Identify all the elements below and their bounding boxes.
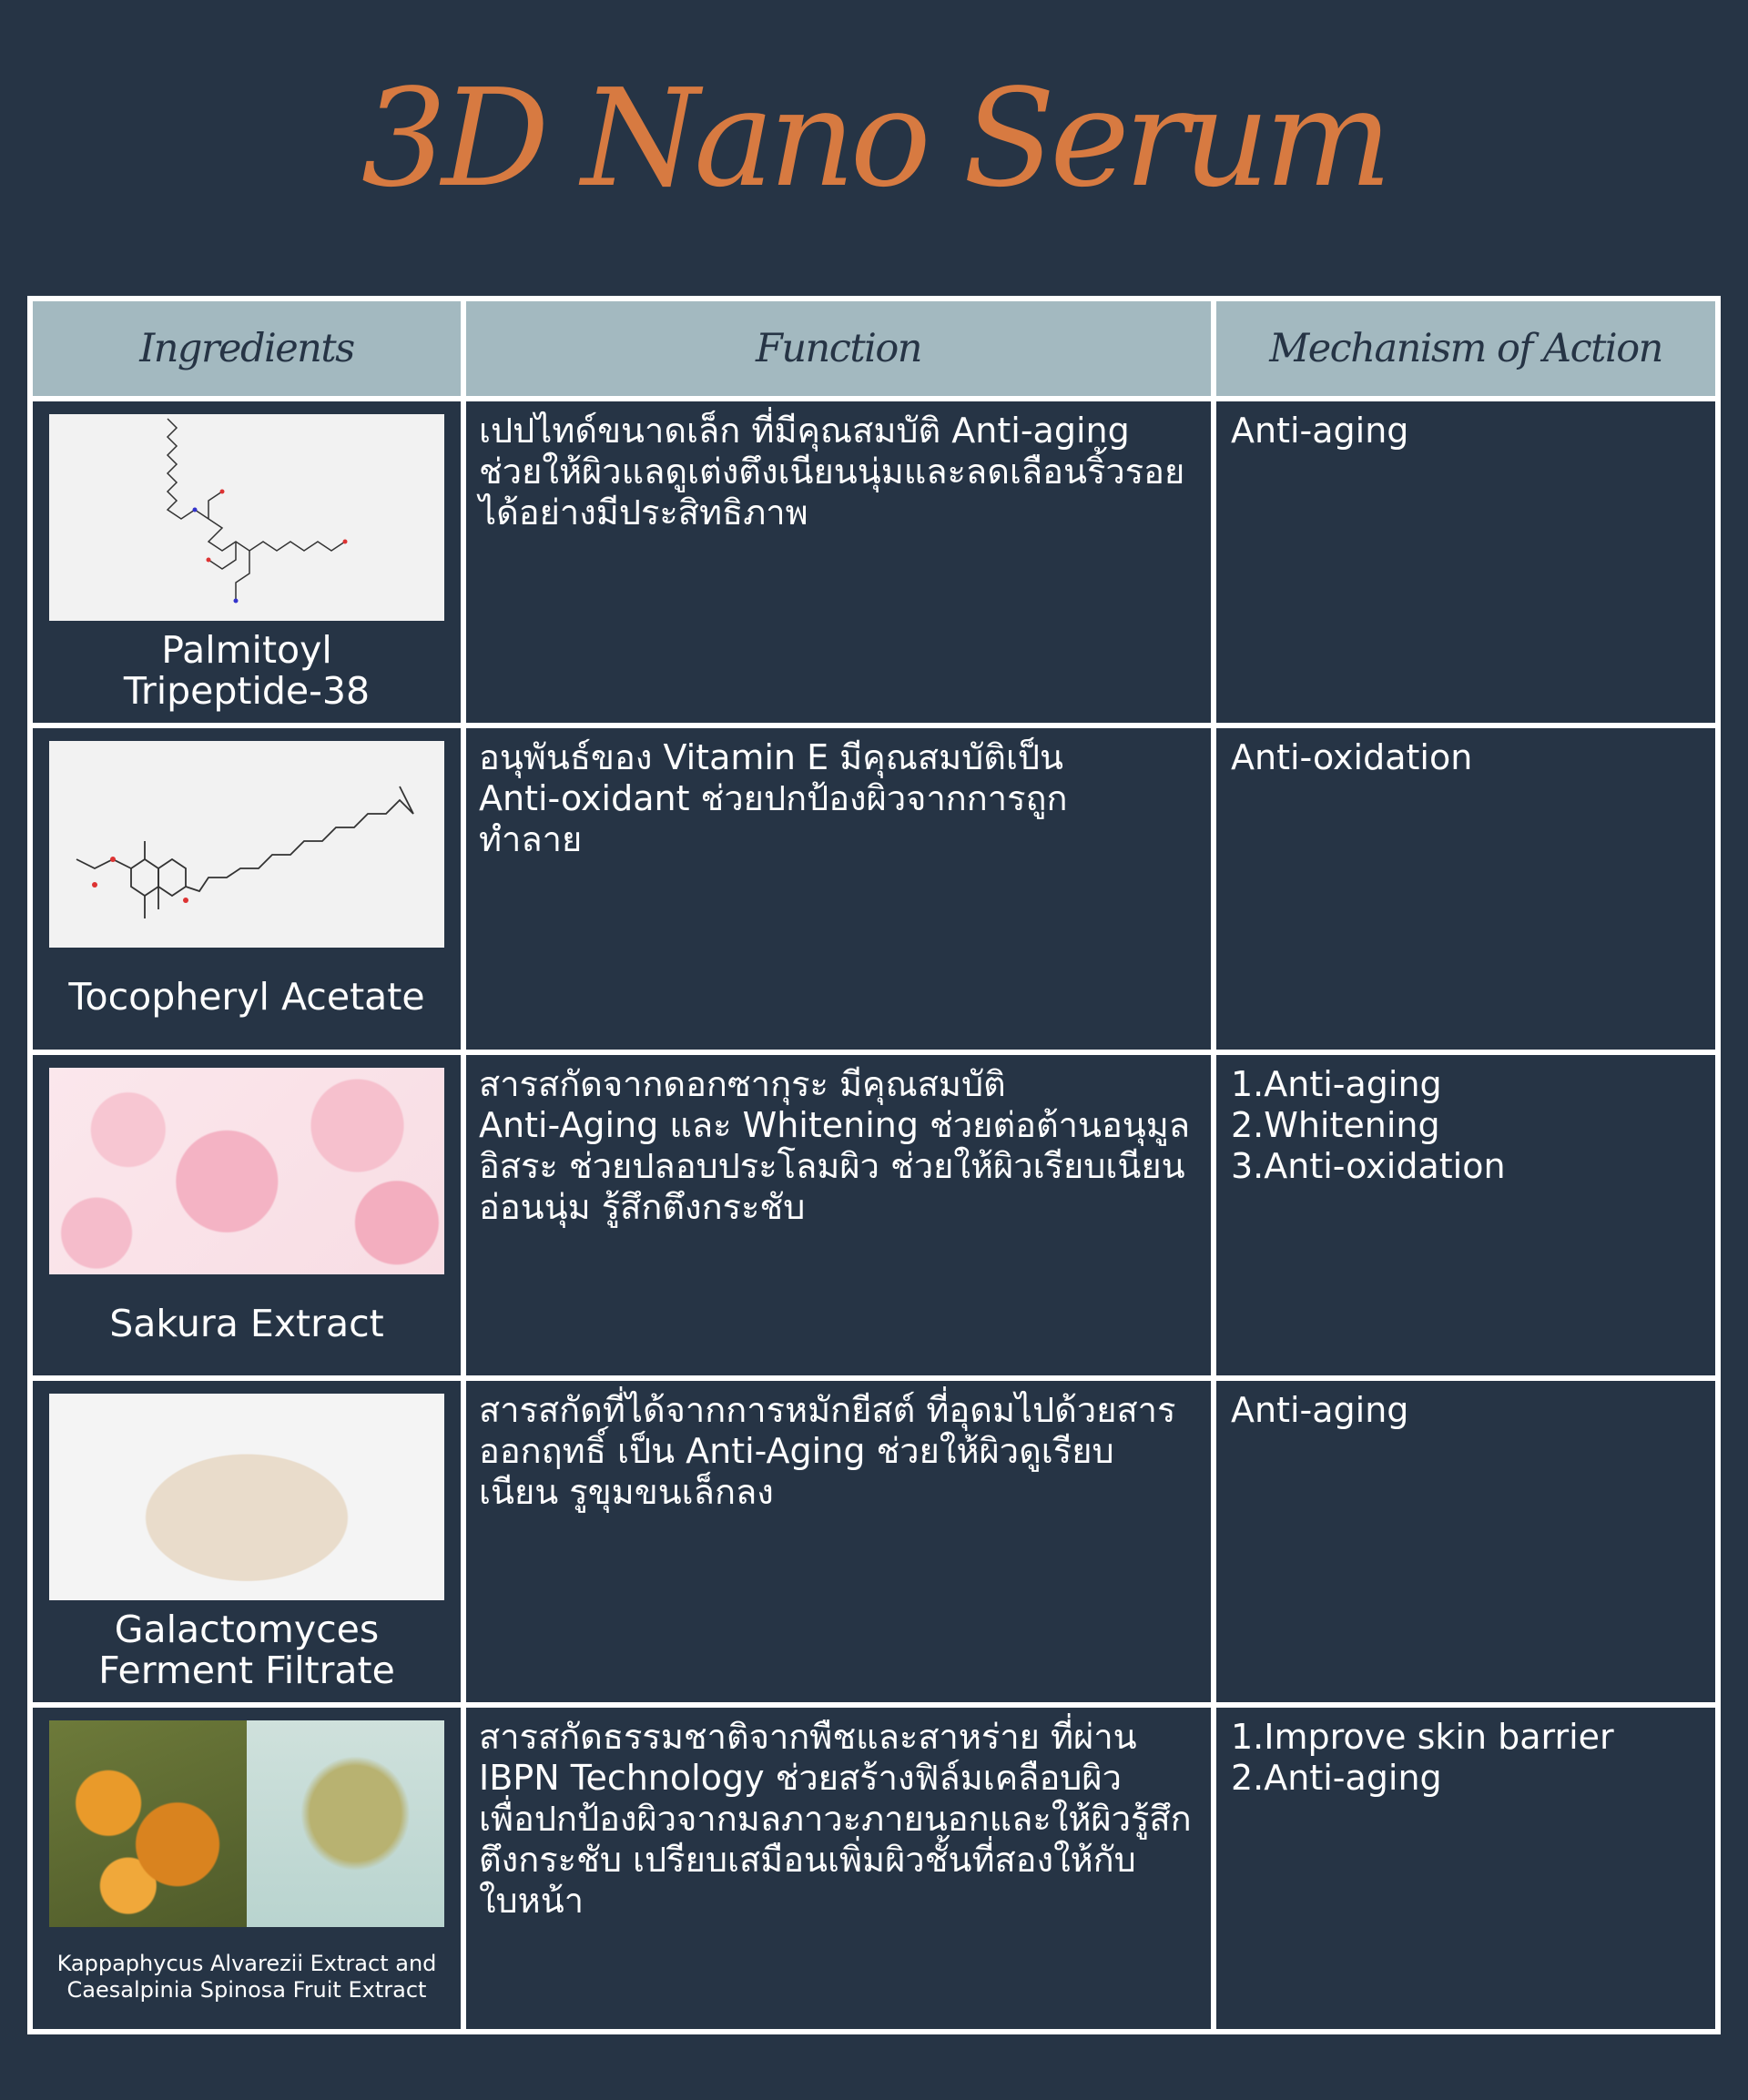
molecule-structure-icon xyxy=(49,741,444,948)
mechanism-item: 2.Anti-aging xyxy=(1231,1758,1442,1799)
mechanism-item: Anti-aging xyxy=(1231,411,1409,451)
header-function: Function xyxy=(466,301,1211,396)
ingredient-cell xyxy=(33,1055,461,1376)
molecule-image xyxy=(49,414,444,621)
function-cell: สารสกัดธรรมชาติจากพืชและสาหร่าย ที่ผ่าน IBPN Technology ช่วยสร้างฟิล์มเคลือบผิว เพื่อปกป้องผิวจากมลภาวะภายนอกและให้ผิวรู้สึก ตึงกระชับ เปรียบเสมือนเพิ่มผิวชั้นที่สองให้กับ ใบหน้า xyxy=(466,1708,1211,2029)
header-ingredients: Ingredients xyxy=(33,301,461,396)
mechanism-item: 1.Anti-aging xyxy=(1231,1063,1442,1104)
mechanism-item: 2.Whitening xyxy=(1231,1104,1440,1145)
mechanism-item: Anti-aging xyxy=(1231,1390,1409,1431)
sakura-image xyxy=(49,1068,444,1274)
kappaphycus-image xyxy=(49,1720,444,1927)
function-cell: สารสกัดจากดอกซากุระ มีคุณสมบัติ Anti-Aging และ Whitening ช่วยต่อต้านอนุมูล อิสระ ช่วยปลอบประโลมผิว ช่วยให้ผิวเรียบเนียน อ่อนนุ่ม รู้สึกตึงกระชับ xyxy=(466,1055,1211,1376)
mechanism-item: Anti-oxidation xyxy=(1231,736,1473,777)
header-mechanism: Mechanism of Action xyxy=(1216,301,1715,396)
ingredients-table xyxy=(27,296,1721,2034)
ingredient-name: Galactomyces Ferment Filtrate xyxy=(98,1608,395,1693)
function-cell: เปปไทด์ขนาดเล็ก ที่มีคุณสมบัติ Anti-aging ช่วยให้ผิวแลดูเต่งตึงเนียนนุ่มและลดเลือนริ้วรอย ได้อย่างมีประสิทธิภาพ xyxy=(466,401,1211,723)
molecule-image xyxy=(49,741,444,948)
ingredient-cell xyxy=(33,401,461,723)
ingredient-cell xyxy=(33,728,461,1050)
ingredient-name: Sakura Extract xyxy=(109,1301,384,1345)
ingredient-name: Palmitoyl Tripeptide-38 xyxy=(123,627,371,713)
mechanism-item: 1.Improve skin barrier xyxy=(1231,1717,1614,1758)
mechanism-item: 3.Anti-oxidation xyxy=(1231,1145,1506,1186)
powder-image xyxy=(49,1394,444,1600)
ingredient-name: Kappaphycus Alvarezii Extract and Caesalpinia Spinosa Fruit Extract xyxy=(56,1951,437,2004)
mechanism-cell xyxy=(1216,1055,1715,1376)
ingredient-name: Tocopheryl Acetate xyxy=(68,975,425,1020)
mechanism-cell xyxy=(1216,728,1715,1050)
mechanism-cell xyxy=(1216,1381,1715,1702)
function-cell: อนุพันธ์ของ Vitamin E มีคุณสมบัติเป็น Anti-oxidant ช่วยปกป้องผิวจากการถูก ทำลาย xyxy=(466,728,1211,1050)
molecule-structure-icon xyxy=(49,414,444,621)
ingredient-cell xyxy=(33,1708,461,2029)
mechanism-cell xyxy=(1216,1708,1715,2029)
ingredient-cell xyxy=(33,1381,461,1702)
function-cell: สารสกัดที่ได้จากการหมักยีสต์ ที่อุดมไปด้วยสาร ออกฤทธิ์ เป็น Anti-Aging ช่วยให้ผิวดูเรียบ เนียน รูขุมขนเล็กลง xyxy=(466,1381,1211,1702)
page-title: 3D Nano Serum xyxy=(361,60,1387,217)
mechanism-cell xyxy=(1216,401,1715,723)
